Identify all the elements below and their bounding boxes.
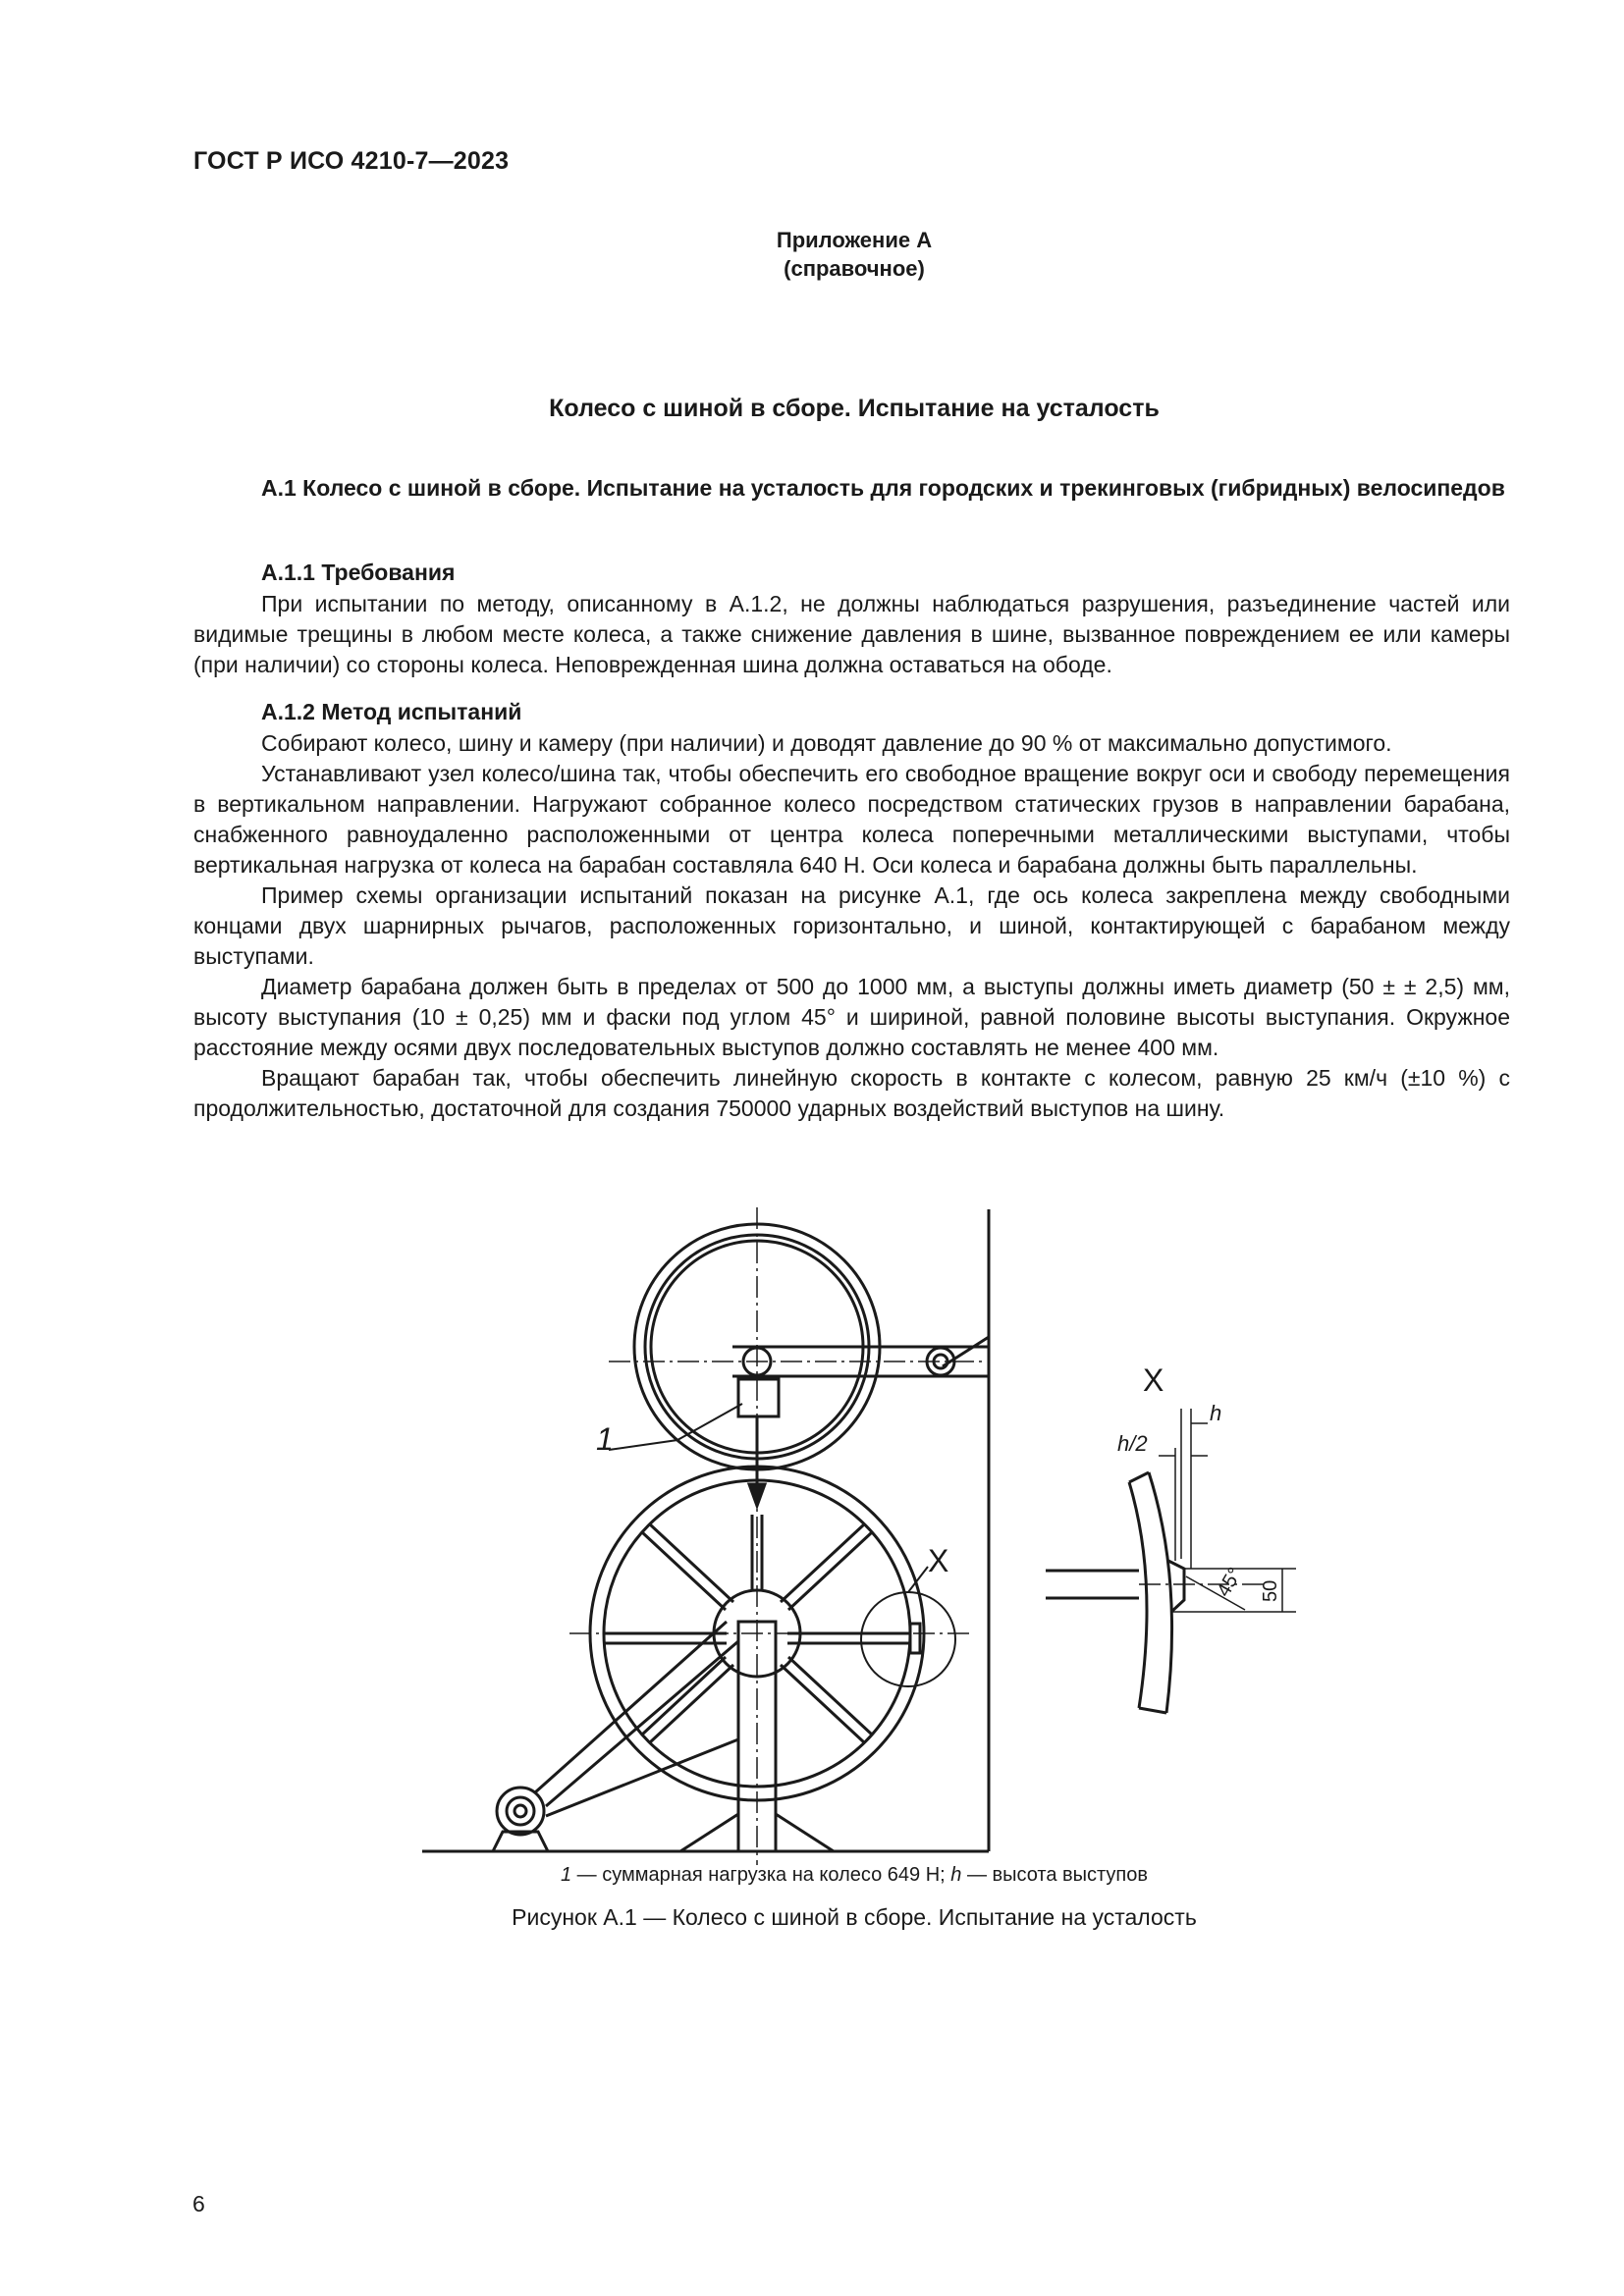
label-detail-x: X (928, 1543, 949, 1578)
load-block (738, 1379, 779, 1416)
label-dim-50: 50 (1260, 1579, 1281, 1602)
paragraph: При испытании по методу, описанному в А.1.2, не должны наблюдаться разрушения, разъединение частей или видимые трещины в любом месте колеса, а также снижение давления в шине, вызванное повреждением ее или камеры (при наличии) со стороны колеса. Неповрежденная шина должна оставаться на ободе. (193, 591, 1510, 677)
main-title: Колесо с шиной в сборе. Испытание на усталость (549, 395, 1160, 422)
legend-text-a: — суммарная нагрузка на колесо 649 Н; (571, 1864, 951, 1886)
figure-caption: Рисунок А.1 — Колесо с шиной в сборе. Испытание на усталость (512, 1904, 1197, 1930)
paragraph: Собирают колесо, шину и камеру (при наличии) и доводят давление до 90 % от максимально допустимого. (261, 730, 1392, 756)
label-detail-x-title: X (1143, 1362, 1164, 1398)
label-h: h (1210, 1401, 1222, 1425)
section-a11-title: А.1.1 Требования (261, 560, 456, 585)
paragraph: Вращают барабан так, чтобы обеспечить линейную скорость в контакте с колесом, равную 25 км/ч (±10 %) с продолжительностью, достаточной для создания 750000 ударных воздействий выступов на шину. (193, 1065, 1510, 1121)
paragraph: Диаметр барабана должен быть в пределах от 500 до 1000 мм, а выступы должны иметь диаметр (50 ± ± 2,5) мм, высоту выступания (10 ± 0,25) мм и фаски под углом 45° и шириной, равной половине высоты выступания. Окружное расстояние между осями двух последовательных выступов должно составлять не менее 400 мм. (193, 974, 1510, 1060)
document-header: ГОСТ Р ИСО 4210-7—2023 (193, 147, 510, 175)
figure-legend (0, 1864, 1624, 1887)
legend-text-b: — высота выступов (961, 1864, 1148, 1886)
pivot-bearing (493, 1622, 738, 1851)
label-1: 1 (596, 1421, 614, 1457)
paragraph: Устанавливают узел колесо/шина так, чтобы обеспечить его свободное вращение вокруг оси и свободу перемещения в вертикальном направлении. Нагружают собранное колесо посредством статических грузов в направлении барабана, снабженного равноудаленно расположенными от центра колеса поперечными металлическими выступами, чтобы вертикальная нагрузка от колеса на барабан составляла 640 Н. Оси колеса и барабана должны быть параллельны. (193, 761, 1510, 878)
legend-h: h (950, 1864, 962, 1886)
appendix-title: Приложение А (776, 228, 933, 252)
legend-number: 1 (560, 1864, 572, 1886)
section-a1-title: А.1 Колесо с шиной в сборе. Испытание на усталость для городских и трекинговых (гибридных) велосипедов (261, 475, 1505, 501)
appendix-subtitle: (справочное) (784, 256, 925, 281)
label-h-half: h/2 (1117, 1431, 1148, 1456)
detail-x-drawing (1046, 1472, 1184, 1713)
page-number: 6 (192, 2191, 205, 2216)
label-angle: 45° (1213, 1564, 1247, 1601)
paragraph: Пример схемы организации испытаний показан на рисунке А.1, где ось колеса закреплена между свободными концами двух шарнирных рычагов, расположенных горизонтально, и шиной, контактирующей с барабаном между выступами. (193, 882, 1510, 969)
section-a12-title: А.1.2 Метод испытаний (261, 699, 522, 724)
